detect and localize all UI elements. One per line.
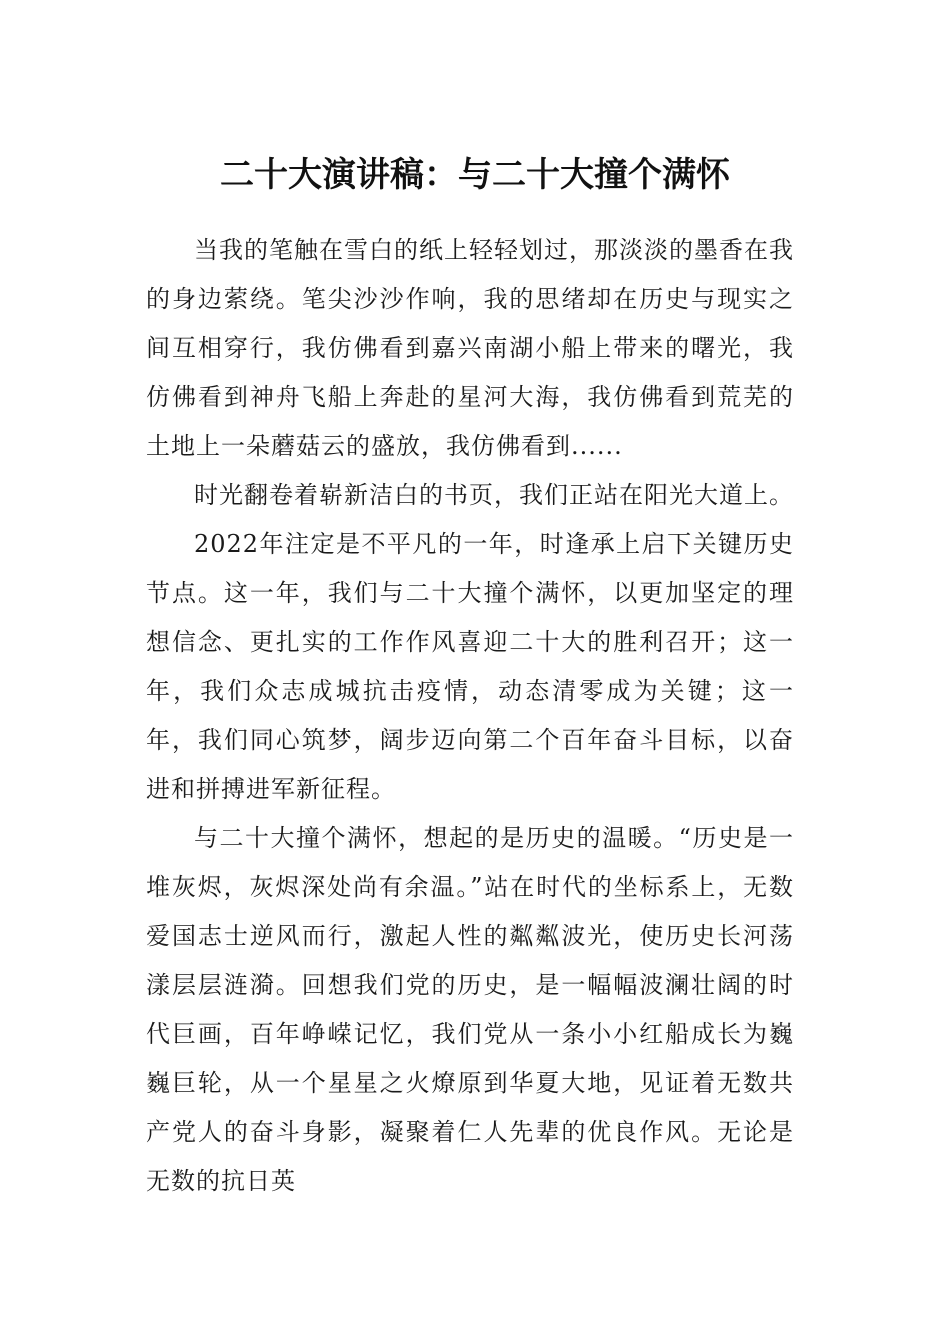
paragraph-4: 与二十大撞个满怀，想起的是历史的温暖。“历史是一堆灰烬，灰烬深处尚有余温。”站在时代的坐标系上，无数爱国志士逆风而行，激起人性的粼粼波光，使历史长河荡漾层层涟漪。回想我们党的历史，是一幅幅波澜壮阔的时代巨画，百年峥嵘记忆，我们党从一条小小红船成长为巍巍巨轮，从一个星星之火燎原到华夏大地，见证着无数共产党人的奋斗身影，凝聚着仁人先辈的优良作风。无论是无数的抗日英 [146,824,794,1195]
document-body [146,226,794,1206]
paragraph-1: 当我的笔触在雪白的纸上轻轻划过，那淡淡的墨香在我的身边萦绕。笔尖沙沙作响，我的思绪却在历史与现实之间互相穿行，我仿佛看到嘉兴南湖小船上带来的曙光，我仿佛看到神舟飞船上奔赴的星河大海，我仿佛看到荒芜的土地上一朵蘑菇云的盛放，我仿佛看到...... [146,236,794,460]
document-title: 二十大演讲稿：与二十大撞个满怀 [220,155,730,195]
paragraph-2: 时光翻卷着崭新洁白的书页，我们正站在阳光大道上。 [194,481,794,509]
paragraph-3: 2022年注定是不平凡的一年，时逢承上启下关键历史节点。这一年，我们与二十大撞个满怀，以更加坚定的理想信念、更扎实的工作作风喜迎二十大的胜利召开；这一年，我们众志成城抗击疫情，动态清零成为关键；这一年，我们同心筑梦，阔步迈向第二个百年奋斗目标，以奋进和拼搏进军新征程。 [146,530,794,803]
